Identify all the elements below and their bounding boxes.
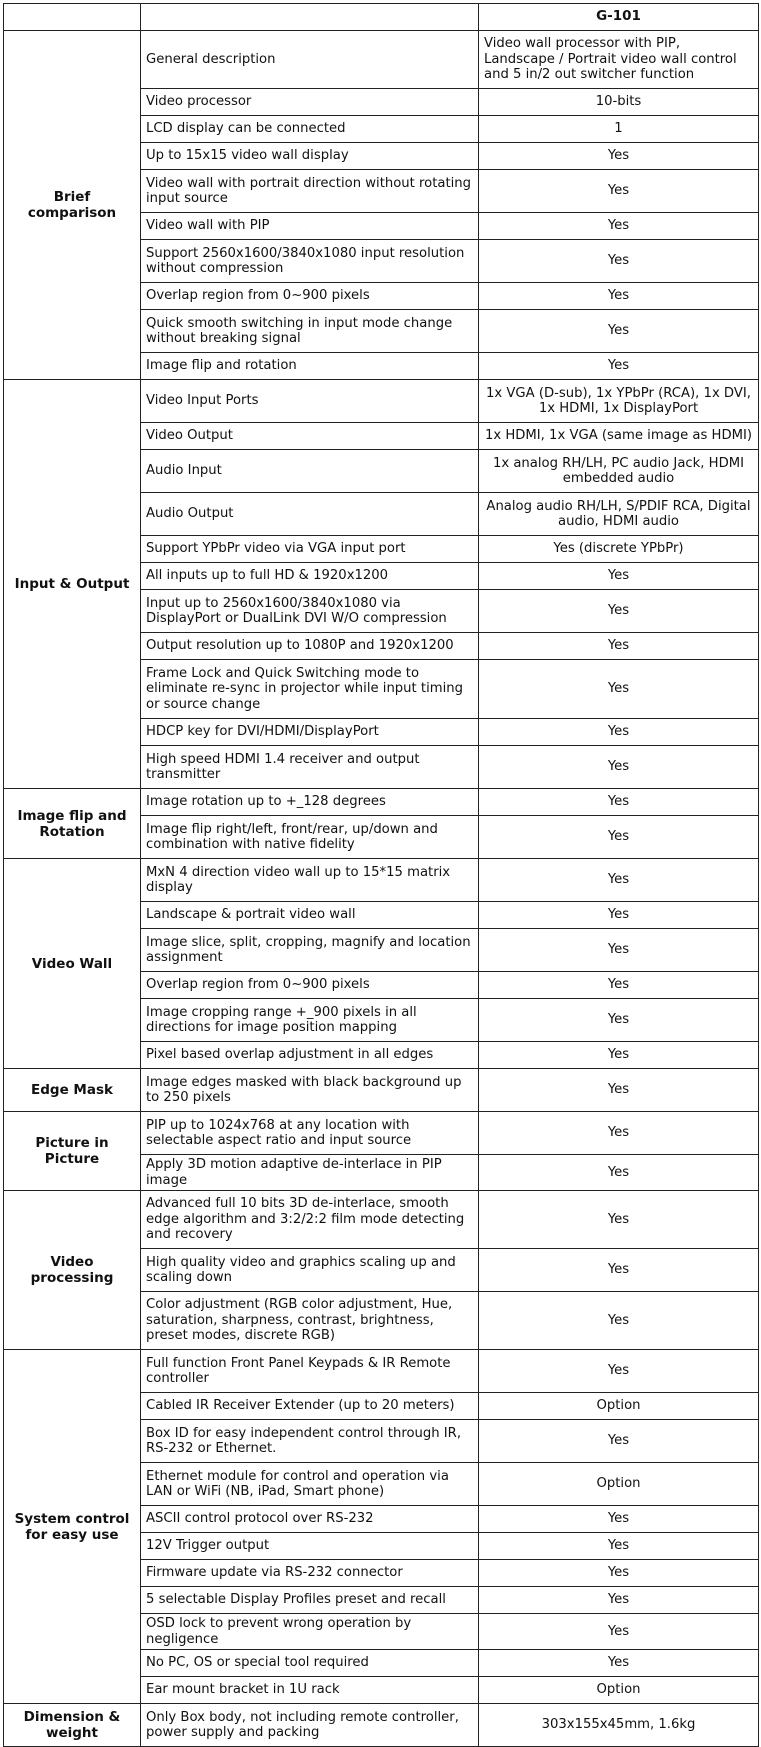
header-row (4, 4, 759, 31)
feature-cell: Audio Output (141, 493, 479, 536)
value-cell: Analog audio RH/LH, S/PDIF RCA, Digital audio, HDMI audio (479, 493, 759, 536)
category-label: System control for easy use (4, 1350, 141, 1704)
feature-cell: Audio Input (141, 450, 479, 493)
feature-cell: 12V Trigger output (141, 1533, 479, 1560)
category-label: Picture in Picture (4, 1112, 141, 1191)
value-cell: Yes (479, 170, 759, 213)
value-cell: Yes (479, 1506, 759, 1533)
value-cell: Yes (479, 1069, 759, 1112)
feature-cell: Image cropping range +_900 pixels in all directions for image position mapping (141, 999, 479, 1042)
category-label: Edge Mask (4, 1069, 141, 1112)
feature-cell: Video processor (141, 89, 479, 116)
value-cell: Yes (discrete YPbPr) (479, 536, 759, 563)
category-label: Input & Output (4, 380, 141, 789)
value-cell: Yes (479, 353, 759, 380)
feature-cell: Advanced full 10 bits 3D de-interlace, smooth edge algorithm and 3:2/2:2 film mode detecting and recovery (141, 1191, 479, 1249)
feature-cell: No PC, OS or special tool required (141, 1650, 479, 1677)
value-cell: Option (479, 1393, 759, 1420)
category-label: Video processing (4, 1191, 141, 1350)
value-cell: Yes (479, 929, 759, 972)
table-row (4, 31, 759, 89)
header-empty-2 (141, 4, 479, 31)
value-cell: Yes (479, 310, 759, 353)
spec-body (4, 31, 759, 1747)
table-row (4, 1350, 759, 1393)
feature-cell: Overlap region from 0~900 pixels (141, 972, 479, 999)
feature-cell: Image edges masked with black background up to 250 pixels (141, 1069, 479, 1112)
feature-cell: Output resolution up to 1080P and 1920x1200 (141, 633, 479, 660)
feature-cell: Video Input Ports (141, 380, 479, 423)
feature-cell: High speed HDMI 1.4 receiver and output transmitter (141, 746, 479, 789)
value-cell: Yes (479, 1155, 759, 1191)
value-cell: Yes (479, 902, 759, 929)
value-cell: Yes (479, 1350, 759, 1393)
table-row (4, 859, 759, 902)
value-cell: Yes (479, 563, 759, 590)
table-row (4, 1191, 759, 1249)
value-cell: Yes (479, 1249, 759, 1292)
feature-cell: Pixel based overlap adjustment in all edges (141, 1042, 479, 1069)
feature-cell: General description (141, 31, 479, 89)
value-cell: Yes (479, 1587, 759, 1614)
value-cell: Yes (479, 1533, 759, 1560)
category-label: Dimension & weight (4, 1704, 141, 1747)
feature-cell: Cabled IR Receiver Extender (up to 20 meters) (141, 1393, 479, 1420)
feature-cell: All inputs up to full HD & 1920x1200 (141, 563, 479, 590)
table-row (4, 1069, 759, 1112)
value-cell: Yes (479, 789, 759, 816)
category-label: Image flip and Rotation (4, 789, 141, 859)
feature-cell: Image slice, split, cropping, magnify and location assignment (141, 929, 479, 972)
value-cell: Yes (479, 999, 759, 1042)
value-cell: 303x155x45mm, 1.6kg (479, 1704, 759, 1747)
value-cell: Yes (479, 719, 759, 746)
value-cell: Yes (479, 590, 759, 633)
feature-cell: 5 selectable Display Profiles preset and recall (141, 1587, 479, 1614)
value-cell: Yes (479, 143, 759, 170)
value-cell: Yes (479, 1292, 759, 1350)
feature-cell: Color adjustment (RGB color adjustment, Hue, saturation, sharpness, contrast, brightness, preset modes, discrete RGB) (141, 1292, 479, 1350)
header-empty-1 (4, 4, 141, 31)
feature-cell: Video Output (141, 423, 479, 450)
feature-cell: Ear mount bracket in 1U rack (141, 1677, 479, 1704)
value-cell: 1x VGA (D-sub), 1x YPbPr (RCA), 1x DVI, 1x HDMI, 1x DisplayPort (479, 380, 759, 423)
value-cell: 1x HDMI, 1x VGA (same image as HDMI) (479, 423, 759, 450)
model-header: G-101 (479, 4, 759, 31)
feature-cell: Only Box body, not including remote controller, power supply and packing (141, 1704, 479, 1747)
feature-cell: Image rotation up to +_128 degrees (141, 789, 479, 816)
feature-cell: High quality video and graphics scaling up and scaling down (141, 1249, 479, 1292)
feature-cell: Box ID for easy independent control through IR, RS-232 or Ethernet. (141, 1420, 479, 1463)
feature-cell: ASCII control protocol over RS-232 (141, 1506, 479, 1533)
value-cell: 1x analog RH/LH, PC audio Jack, HDMI embedded audio (479, 450, 759, 493)
feature-cell: Video wall with portrait direction without rotating input source (141, 170, 479, 213)
feature-cell: MxN 4 direction video wall up to 15*15 matrix display (141, 859, 479, 902)
feature-cell: Overlap region from 0~900 pixels (141, 283, 479, 310)
table-row (4, 1112, 759, 1155)
feature-cell: Support 2560x1600/3840x1080 input resolution without compression (141, 240, 479, 283)
feature-cell: Support YPbPr video via VGA input port (141, 536, 479, 563)
feature-cell: PIP up to 1024x768 at any location with selectable aspect ratio and input source (141, 1112, 479, 1155)
value-cell: Yes (479, 213, 759, 240)
value-cell: Yes (479, 1042, 759, 1069)
value-cell: Video wall processor with PIP, Landscape / Portrait video wall control and 5 in/2 out switcher function (479, 31, 759, 89)
feature-cell: Ethernet module for control and operation via LAN or WiFi (NB, iPad, Smart phone) (141, 1463, 479, 1506)
value-cell: Yes (479, 1420, 759, 1463)
value-cell: Yes (479, 1191, 759, 1249)
value-cell: Yes (479, 1112, 759, 1155)
feature-cell: Firmware update via RS-232 connector (141, 1560, 479, 1587)
value-cell: 1 (479, 116, 759, 143)
table-row (4, 1704, 759, 1747)
category-label: Brief comparison (4, 31, 141, 380)
feature-cell: OSD lock to prevent wrong operation by negligence (141, 1614, 479, 1650)
value-cell: Yes (479, 816, 759, 859)
feature-cell: Up to 15x15 video wall display (141, 143, 479, 170)
feature-cell: Image flip right/left, front/rear, up/down and combination with native fidelity (141, 816, 479, 859)
value-cell: Yes (479, 1560, 759, 1587)
value-cell: Option (479, 1463, 759, 1506)
value-cell: Yes (479, 1650, 759, 1677)
value-cell: Yes (479, 972, 759, 999)
feature-cell: HDCP key for DVI/HDMI/DisplayPort (141, 719, 479, 746)
feature-cell: Full function Front Panel Keypads & IR Remote controller (141, 1350, 479, 1393)
feature-cell: Apply 3D motion adaptive de-interlace in PIP image (141, 1155, 479, 1191)
spec-table (3, 3, 759, 1747)
feature-cell: Landscape & portrait video wall (141, 902, 479, 929)
value-cell: Option (479, 1677, 759, 1704)
table-row (4, 380, 759, 423)
feature-cell: LCD display can be connected (141, 116, 479, 143)
table-row (4, 789, 759, 816)
feature-cell: Quick smooth switching in input mode change without breaking signal (141, 310, 479, 353)
feature-cell: Image flip and rotation (141, 353, 479, 380)
value-cell: Yes (479, 746, 759, 789)
feature-cell: Video wall with PIP (141, 213, 479, 240)
value-cell: Yes (479, 1614, 759, 1650)
feature-cell: Frame Lock and Quick Switching mode to eliminate re-sync in projector while input timing or source change (141, 660, 479, 719)
value-cell: Yes (479, 660, 759, 719)
value-cell: Yes (479, 283, 759, 310)
value-cell: Yes (479, 633, 759, 660)
value-cell: Yes (479, 859, 759, 902)
feature-cell: Input up to 2560x1600/3840x1080 via DisplayPort or DualLink DVI W/O compression (141, 590, 479, 633)
value-cell: Yes (479, 240, 759, 283)
category-label: Video Wall (4, 859, 141, 1069)
value-cell: 10-bits (479, 89, 759, 116)
